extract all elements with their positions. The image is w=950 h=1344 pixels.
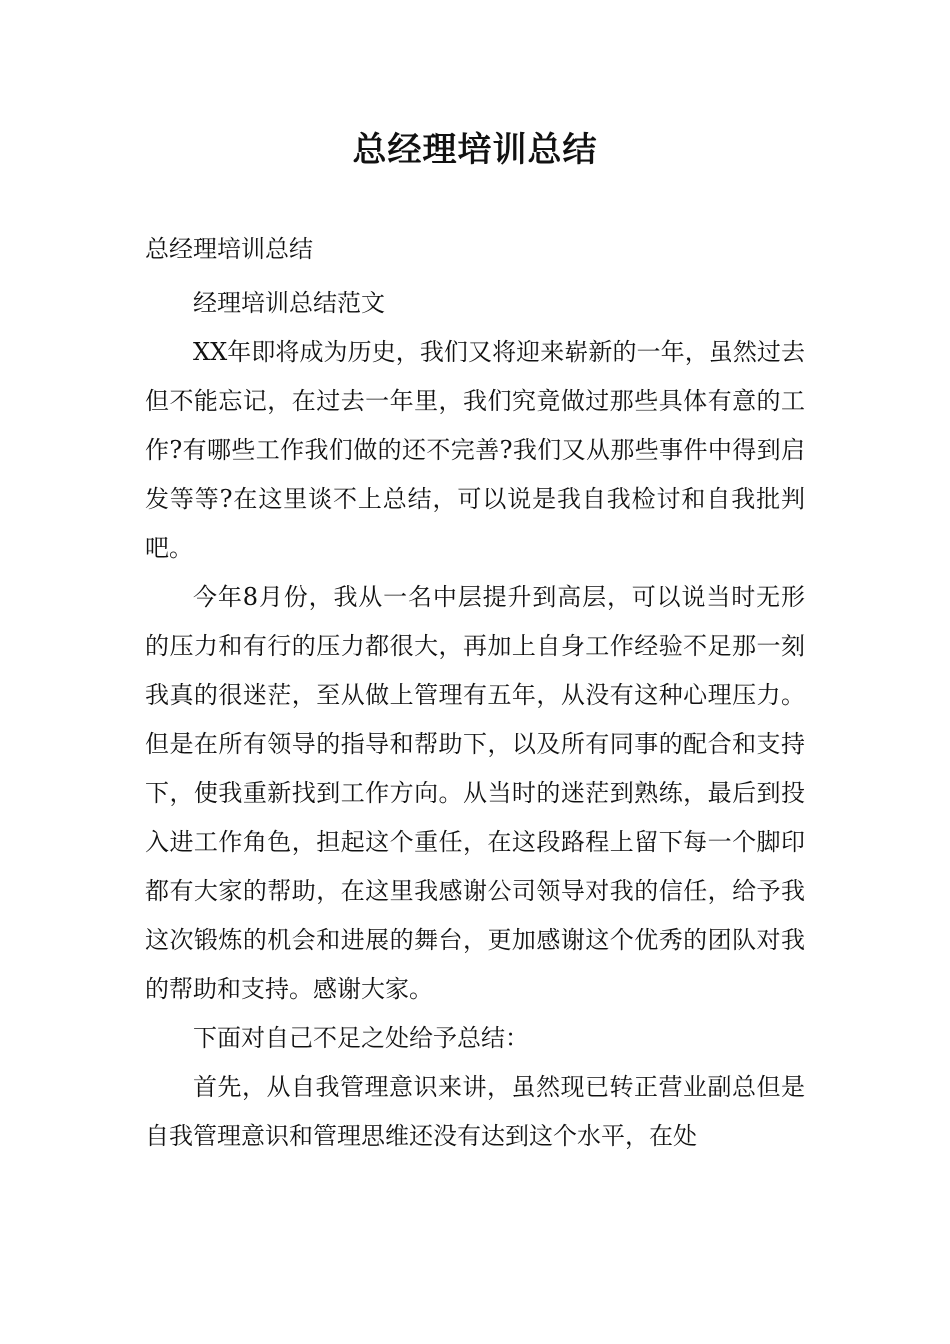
- paragraph-5: 首先，从自我管理意识来讲，虽然现已转正营业副总但是自我管理意识和管理思维还没有达到这个水平，在处: [145, 1073, 805, 1150]
- document-subtitle: 总经理培训总结: [145, 235, 313, 263]
- paragraph-1: 经理培训总结范文: [193, 289, 385, 317]
- document-body: [145, 279, 805, 1161]
- document-title: 总经理培训总结: [352, 130, 598, 170]
- paragraph-3: 今年8月份，我从一名中层提升到高层，可以说当时无形的压力和有行的压力都很大，再加上自身工作经验不足那一刻我真的很迷茫，至从做上管理有五年，从没有这种心理压力。但是在所有领导的指导和帮助下，以及所有同事的配合和支持下，使我重新找到工作方向。从当时的迷茫到熟练，最后到投入进工作角色，担起这个重任，在这段路程上留下每一个脚印都有大家的帮助，在这里我感谢公司领导对我的信任，给予我这次锻炼的机会和进展的舞台，更加感谢这个优秀的团队对我的帮助和支持。感谢大家。: [145, 583, 805, 1003]
- paragraph-2: XX年即将成为历史，我们又将迎来崭新的一年，虽然过去但不能忘记，在过去一年里，我们究竟做过那些具体有意的工作?有哪些工作我们做的还不完善?我们又从那些事件中得到启发等等?在这里谈不上总结，可以说是我自我检讨和自我批判吧。: [145, 338, 805, 562]
- paragraph-4: 下面对自己不足之处给予总结：: [193, 1024, 529, 1052]
